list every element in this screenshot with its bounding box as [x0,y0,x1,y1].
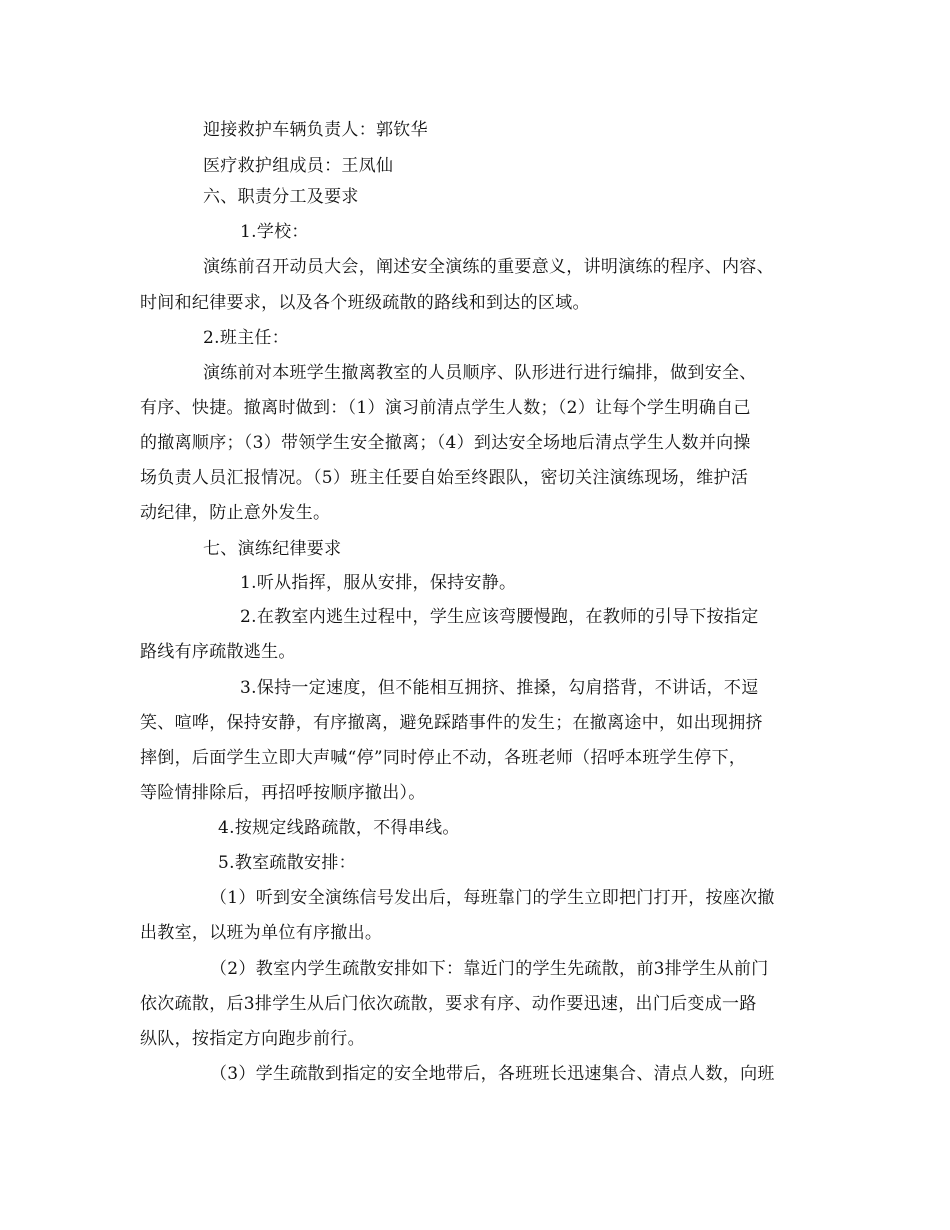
text-line: 出教室，以班为单位有序撤出。 [140,923,383,943]
text-line: 依次疏散，后3排学生从后门依次疏散，要求有序、动作要迅速，出门后变成一路 [140,994,757,1014]
text-line: 等险情排除后，再招呼按顺序撤出）。 [140,783,426,803]
list-item: 1.听从指挥，服从安排，保持安静。 [240,573,517,593]
text-line: 摔倒，后面学生立即大声喊“停”同时停止不动，各班老师（招呼本班学生停下， [140,748,747,768]
list-item: （2）教室内学生疏散安排如下：靠近门的学生先疏散，前3排学生从前门 [210,959,769,979]
section-heading: 六、职责分工及要求 [203,187,359,207]
list-item: （3）学生疏散到指定的安全地带后，各班班长迅速集合、清点人数，向班 [210,1064,775,1084]
list-item: （1）听到安全演练信号发出后，每班靠门的学生立即把门打开，按座次撤 [210,888,775,908]
text-line: 迎接救护车辆负责人：郭钦华 [203,120,428,140]
text-line: 医疗救护组成员：王凤仙 [203,156,394,176]
text-line: 路线有序疏散逃生。 [140,642,296,662]
text-line: 场负责人员汇报情况。（5）班主任要自始至终跟队，密切关注演练现场，维护活 [140,468,749,488]
text-line: 时间和纪律要求，以及各个班级疏散的路线和到达的区域。 [140,293,590,313]
text-line: 有序、快捷。撤离时做到：（1）演习前清点学生人数；（2）让每个学生明确自己 [140,398,751,418]
list-item: 4.按规定线路疏散，不得串线。 [218,818,460,838]
list-item: 3.保持一定速度，但不能相互拥挤、推搡，勾肩搭背，不讲话，不逗 [240,678,759,698]
text-line: 动纪律，防止意外发生。 [140,503,331,523]
text-line: 演练前对本班学生撤离教室的人员顺序、队形进行进行编排，做到安全、 [203,363,757,383]
section-heading: 七、演练纪律要求 [203,539,342,559]
text-line: 笑、喧哗，保持安静，有序撤离，避免踩踏事件的发生；在撤离途中，如出现拥挤 [140,713,763,733]
subsection-heading: 2.班主任： [203,328,290,348]
text-line: 纵队，按指定方向跑步前行。 [140,1029,365,1049]
subsection-heading: 1.学校： [240,222,309,242]
text-line: 的撤离顺序；（3）带领学生安全撤离；（4）到达安全场地后清点学生人数并向操 [140,433,751,453]
list-item: 5.教室疏散安排： [218,853,356,873]
list-item: 2.在教室内逃生过程中，学生应该弯腰慢跑，在教师的引导下按指定 [240,607,759,627]
text-line: 演练前召开动员大会，阐述安全演练的重要意义，讲明演练的程序、内容、 [203,257,774,277]
